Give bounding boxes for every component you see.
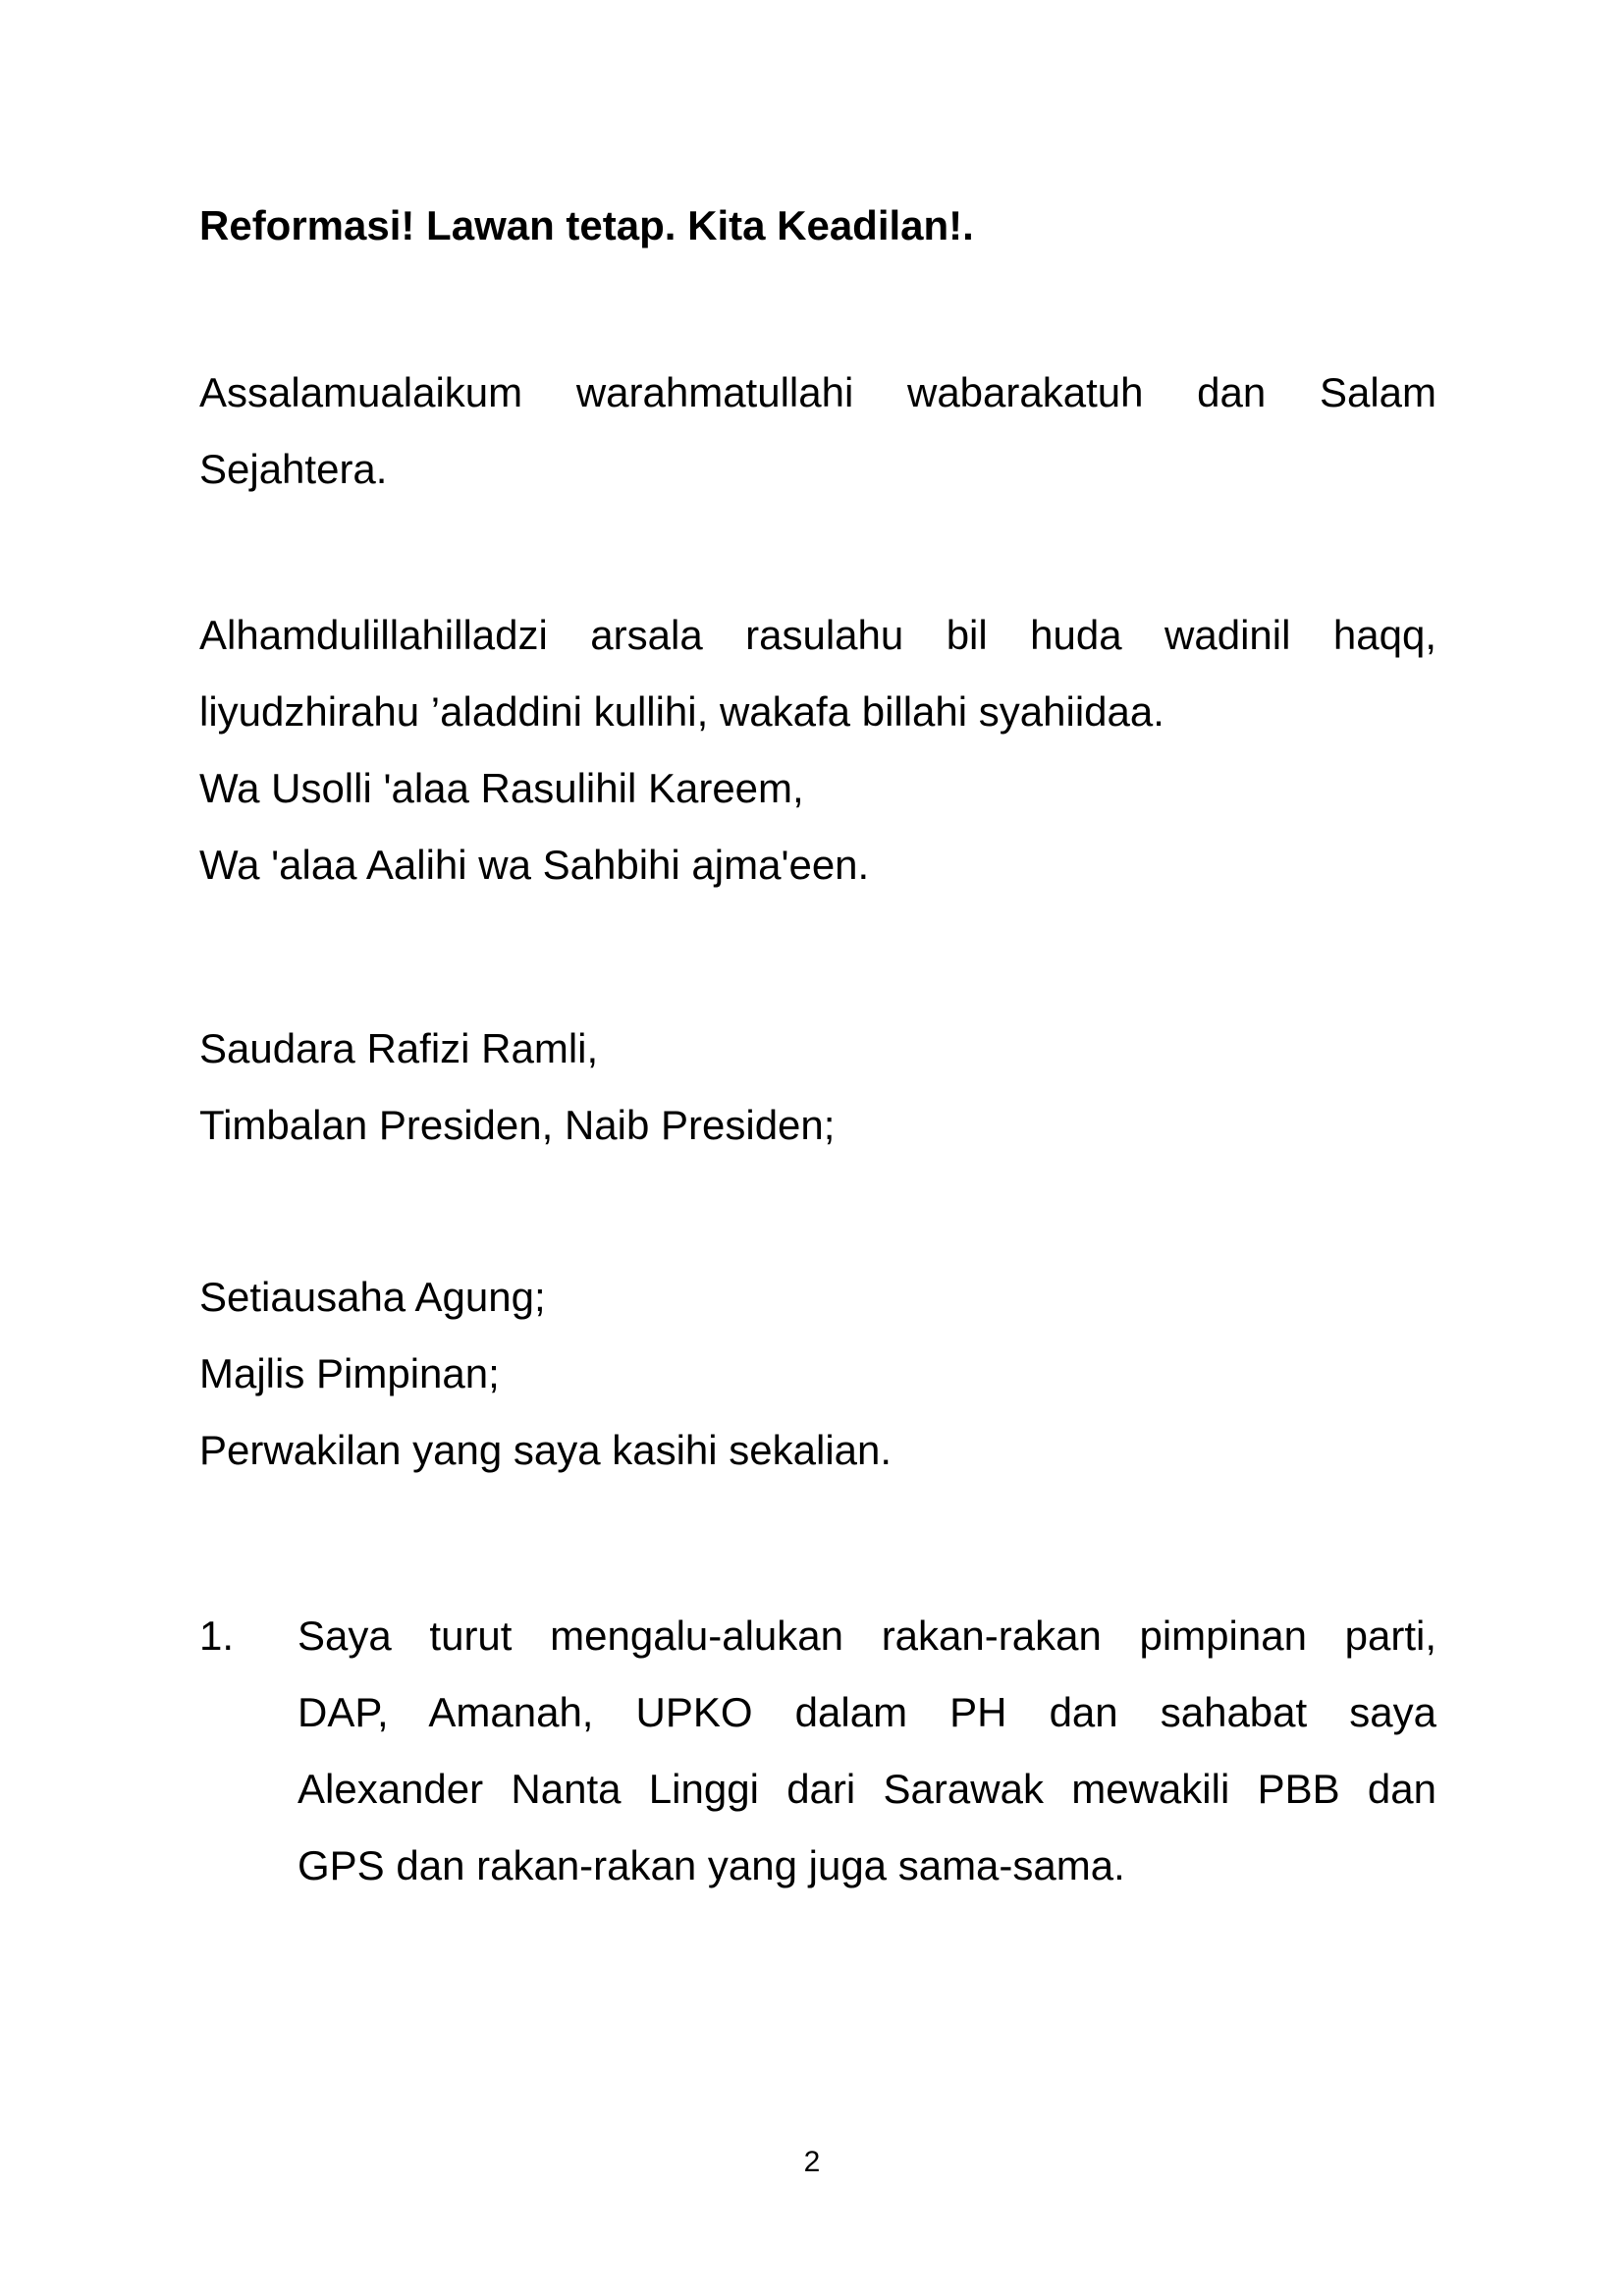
greeting-line: Assalamualaikum warahmatullahi wabarakatuh dan Salam (199, 369, 1436, 415)
greeting-line: Sejahtera. (199, 446, 388, 492)
paragraph-line: DAP, Amanah, UPKO dalam PH dan sahabat saya (298, 1689, 1436, 1735)
opening-paragraph (199, 597, 1436, 903)
salutation-line: Setiausaha Agung; (199, 1274, 546, 1320)
salutation-line: Timbalan Presiden, Naib Presiden; (199, 1102, 836, 1148)
opening-line: liyudzhirahu ’aladdini kullihi, wakafa billahi syahiidaa. (199, 688, 1164, 735)
opening-line: Wa Usolli 'alaa Rasulihil Kareem, (199, 765, 804, 811)
salutation-line: Perwakilan yang saya kasihi sekalian. (199, 1427, 893, 1473)
opening-line: Wa 'alaa Aalihi wa Sahbihi ajma'een. (199, 842, 870, 888)
paragraph-number: 1. (199, 1613, 235, 1659)
paragraph-line: Alexander Nanta Linggi dari Sarawak mewakili PBB dan (298, 1766, 1436, 1812)
heading-text: Reformasi! Lawan tetap. Kita Keadilan!. (199, 202, 974, 248)
opening-line: Alhamdulillahilladzi arsala rasulahu bil huda wadinil haqq, (199, 612, 1436, 658)
salutation-block-1 (199, 1011, 1436, 1164)
heading (199, 188, 1436, 264)
salutation-block-2 (199, 1259, 1436, 1489)
salutation-line: Majlis Pimpinan; (199, 1350, 500, 1396)
paragraph-line: GPS dan rakan-rakan yang juga sama-sama. (298, 1842, 1125, 1888)
page-number: 2 (803, 2146, 821, 2178)
greeting-paragraph (199, 355, 1436, 508)
paragraph-body (298, 1598, 1436, 1904)
salutation-line: Saudara Rafizi Ramli, (199, 1025, 599, 1071)
paragraph-line: Saya turut mengalu-alukan rakan-rakan pimpinan parti, (298, 1613, 1436, 1659)
